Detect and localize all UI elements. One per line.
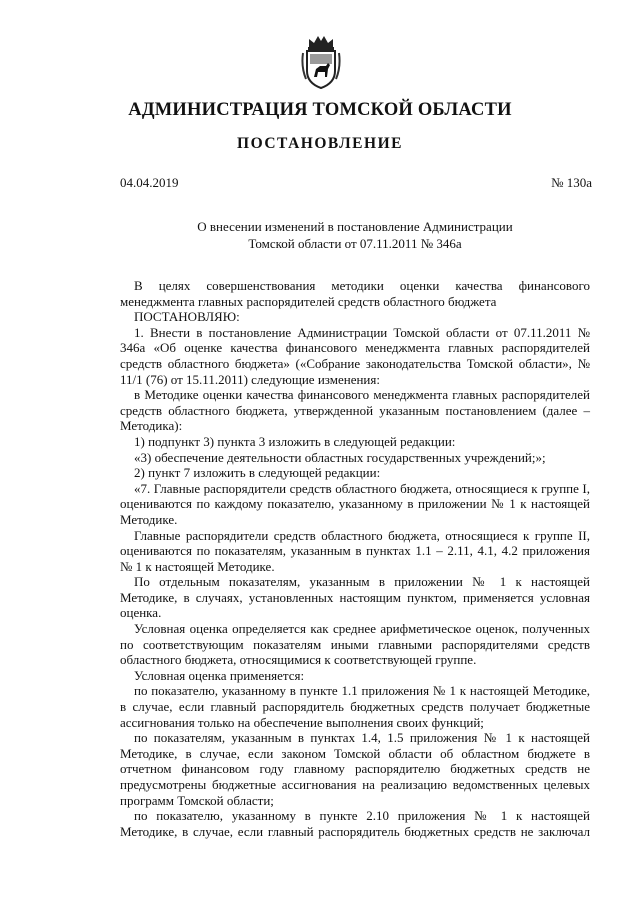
paragraph: «3) обеспечение деятельности областных государственных учреждений;»; bbox=[134, 449, 546, 465]
paragraph: В целях совершенствования методики оценки качества финансового менеджмента главных распорядителей средств областного бюджета bbox=[120, 278, 590, 309]
document-type-title: ПОСТАНОВЛЕНИЕ bbox=[237, 135, 403, 152]
paragraph: по показателям, указанным в пунктах 1.4, 1.5 приложения № 1 к настоящей Методике, в случае, если законом Томской области об областном бюджете в отчетном финансовом году главному распорядителю бюджетных средств не предусмотрены бюджетные ассигнования на реализацию ведомственных целевых программ Томской области; bbox=[120, 730, 590, 808]
subject-line: О внесении изменений в постановление Администрации bbox=[197, 219, 513, 234]
subject-line: Томской области от 07.11.2011 № 346а bbox=[248, 236, 462, 251]
paragraph: 1) подпункт 3) пункта 3 изложить в следующей редакции: bbox=[134, 433, 456, 449]
document-number: № 130а bbox=[551, 175, 592, 190]
paragraph: 1. Внести в постановление Администрации Томской области от 07.11.2011 № 346а «Об оценке качества финансового менеджмента главных распорядителей средств областного бюджета» («Собрание законодательства Томской области», № 11/1 (76) от 15.11.2011) следующие изменения: bbox=[120, 324, 590, 387]
coat-of-arms-icon bbox=[300, 33, 342, 91]
paragraph: Главные распорядители средств областного бюджета, относящиеся к группе II, оцениваются по показателям, указанным в пунктах 1.1 – 2.11, 4.1, 4.2 приложения № 1 к настоящей Методике. bbox=[120, 527, 590, 574]
organization-title: АДМИНИСТРАЦИЯ ТОМСКОЙ ОБЛАСТИ bbox=[128, 100, 512, 120]
document-subject bbox=[120, 218, 590, 252]
document-date: 04.04.2019 bbox=[120, 175, 179, 190]
paragraph: в Методике оценки качества финансового менеджмента главных распорядителей средств областного бюджета, утвержденной указанным постановлением (далее – Методика): bbox=[120, 387, 590, 434]
paragraph: «7. Главные распорядители средств областного бюджета, относящиеся к группе I, оцениваются по каждому показателю, указанному в приложении № 1 к настоящей Методике. bbox=[120, 480, 590, 527]
paragraph: По отдельным показателям, указанным в приложении № 1 к настоящей Методике, в случаях, установленных настоящим пунктом, применяется условная оценка. bbox=[120, 574, 590, 621]
paragraph: Условная оценка применяется: bbox=[134, 667, 305, 683]
document-body bbox=[120, 278, 590, 839]
paragraph: ПОСТАНОВЛЯЮ: bbox=[134, 309, 240, 325]
paragraph: по показателю, указанному в пункте 2.10 приложения № 1 к настоящей Методике, в случае, если главный распорядитель бюджетных средств не заключал bbox=[120, 808, 590, 839]
paragraph: Условная оценка определяется как среднее арифметическое оценок, полученных по соответствующим показателям иными главными распорядителями средств областного бюджета, относящимися к соответствующей группе. bbox=[120, 621, 590, 668]
paragraph: 2) пункт 7 изложить в следующей редакции: bbox=[134, 465, 381, 481]
paragraph: по показателю, указанному в пункте 1.1 приложения № 1 к настоящей Методике, в случае, если главный распорядитель бюджетных средств получает бюджетные ассигнования только на обеспечение выполнения своих функций; bbox=[120, 683, 590, 730]
